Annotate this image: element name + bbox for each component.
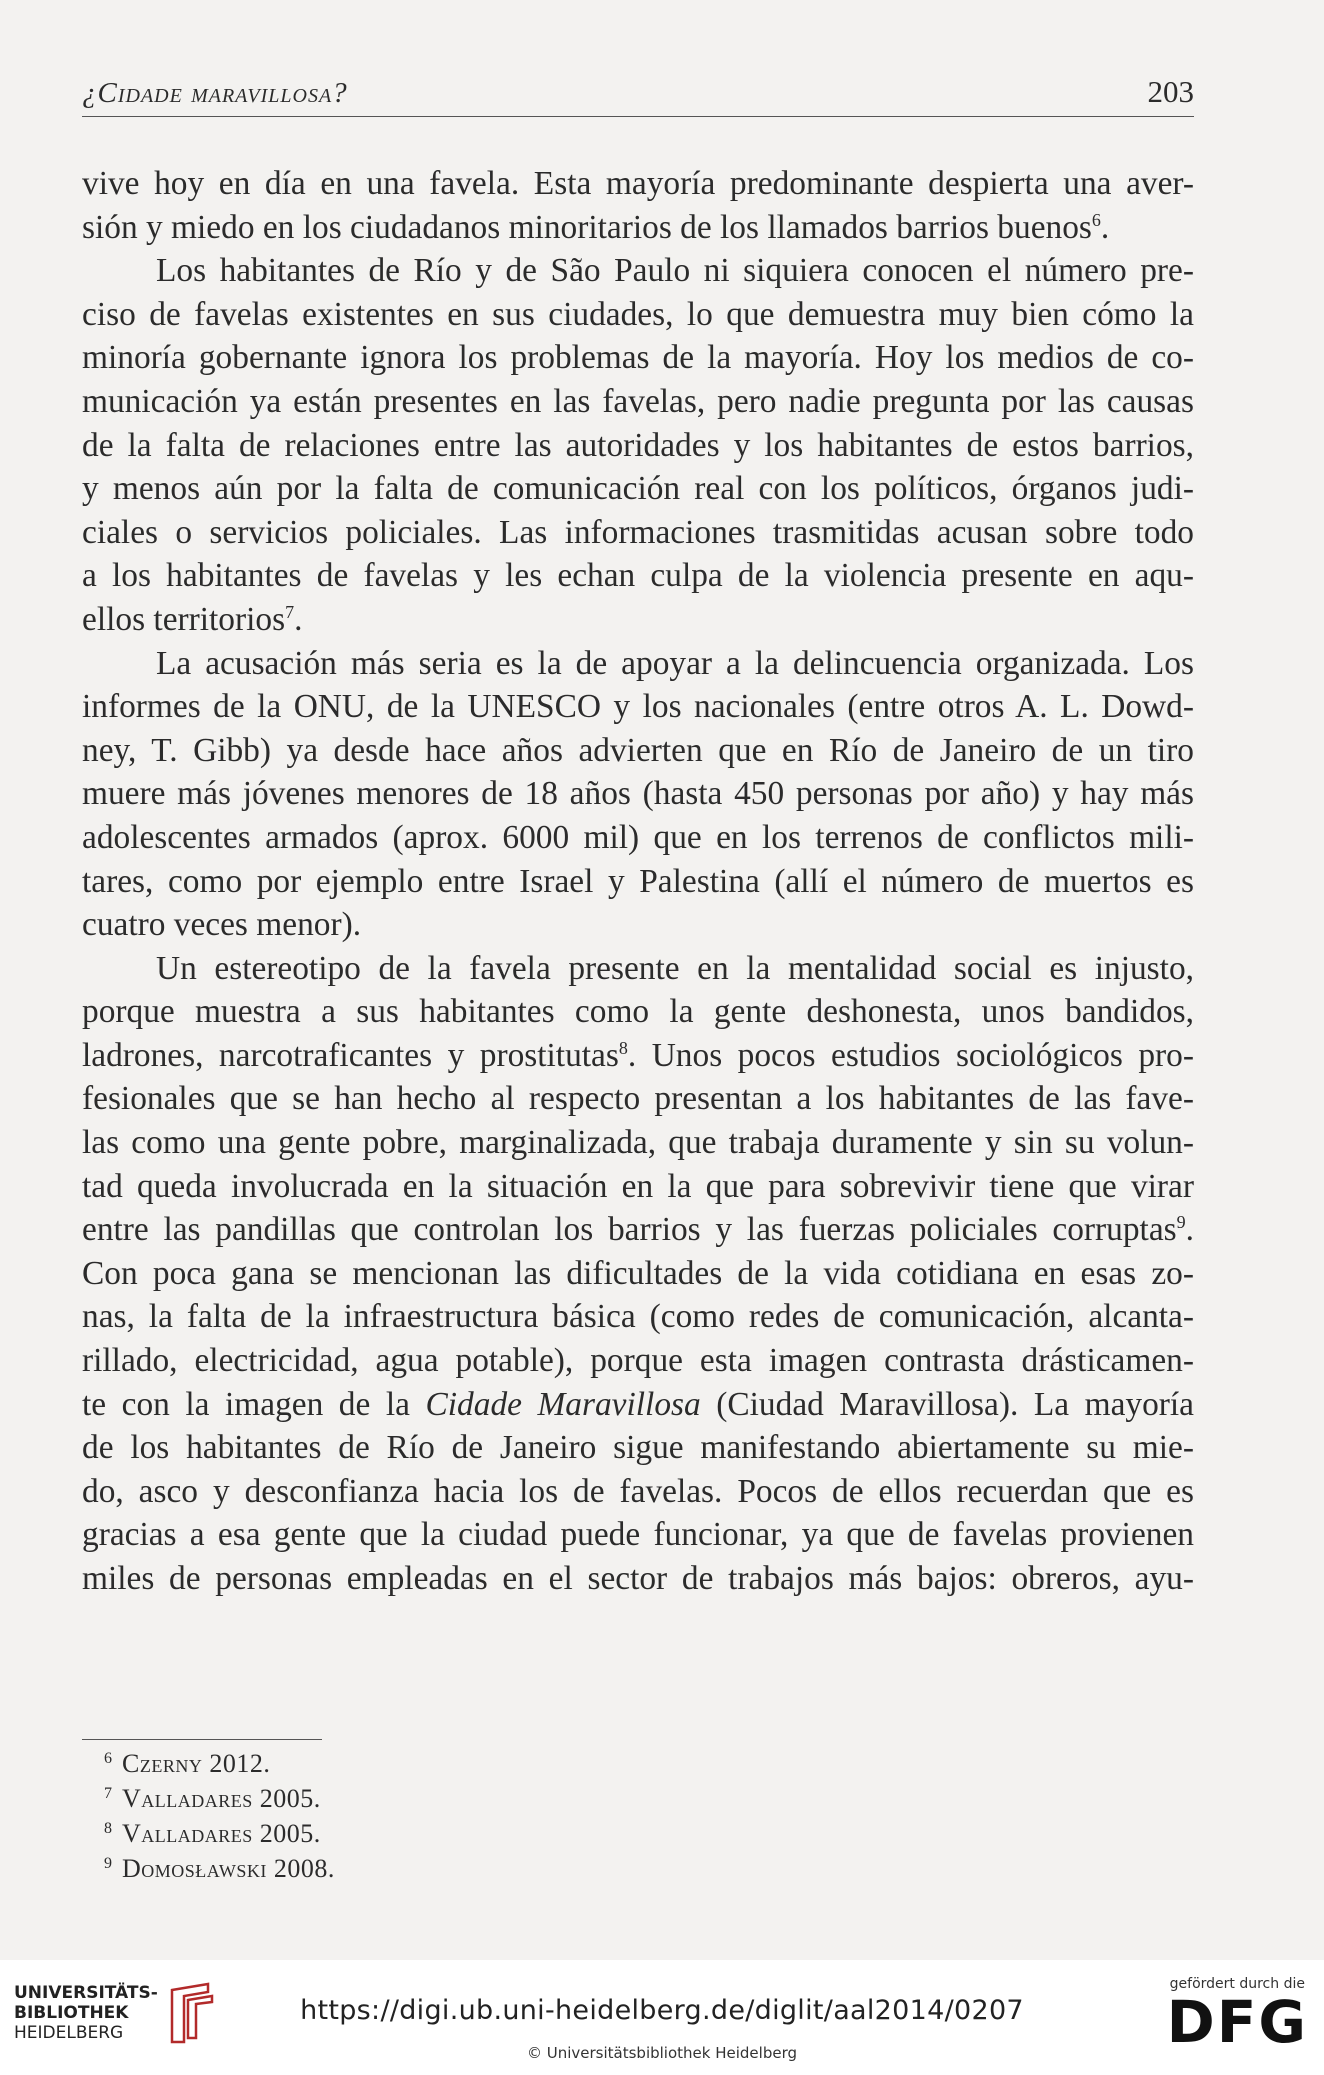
footnote-number: 6 xyxy=(104,1750,112,1767)
footnote-number: 7 xyxy=(104,1785,112,1802)
paragraph-1 xyxy=(82,162,1194,249)
text-line: rillado, electricidad, agua potable), porque esta imagen contrasta drásticamen- xyxy=(82,1342,1194,1380)
paragraph-2 xyxy=(82,249,1194,641)
text-line: fesionales que se han hecho al respecto presentan a los habitantes de las fave- xyxy=(82,1080,1194,1118)
text-line: vive hoy en día en una favela. Esta mayoría predominante despierta una aver- xyxy=(82,165,1194,202)
text-line: entre las pandillas que controlan los barrios y las fuerzas policiales corruptas$^9$. xyxy=(82,1211,1194,1249)
footer-bar xyxy=(0,1960,1324,2075)
text-line: minoría gobernante ignora los problemas de la mayoría. Hoy los medios de co- xyxy=(82,339,1194,377)
text-line: sión y miedo en los ciudadanos minoritarios de los llamados barrios buenos$^6$. xyxy=(82,208,1110,246)
paragraph-3 xyxy=(82,642,1194,947)
footnote xyxy=(82,1783,335,1818)
footnote-text: Domosławski 2008. xyxy=(122,1854,335,1883)
paragraph-4 xyxy=(82,947,1194,1601)
text-line: de los habitantes de Río de Janeiro sigue manifestando abiertamente su mie- xyxy=(82,1429,1194,1467)
running-title: ¿Cidade maravillosa? xyxy=(82,77,348,109)
text-line: miles de personas empleadas en el sector de trabajos más bajos: obreros, ayu- xyxy=(82,1560,1194,1597)
text-line: nas, la falta de la infraestructura básica (como redes de comunicación, alcanta- xyxy=(82,1298,1194,1336)
text-line: ellos territorios$^7$. xyxy=(82,600,303,638)
footnote-ref[interactable]: 8 xyxy=(618,1037,628,1058)
page-number: 203 xyxy=(1147,74,1194,109)
text-line: tad queda involucrada en la situación en la que para sobrevivir tiene que virar xyxy=(82,1167,1194,1205)
permalink-url[interactable]: https://digi.ub.uni-heidelberg.de/diglit/aal2014/0207 xyxy=(300,1995,1024,2026)
footnote-text: Czerny 2012. xyxy=(122,1749,271,1778)
footnote-text: Valladares 2005. xyxy=(122,1819,321,1848)
text-line: te con la imagen de la Cidade Maravillosa (Ciudad Maravillosa). La mayoría xyxy=(82,1385,1195,1423)
text-line: tares, como por ejemplo entre Israel y Palestina (allí el número de muertos es xyxy=(82,862,1194,900)
footnote-text: Valladares 2005. xyxy=(122,1784,321,1813)
running-head xyxy=(82,74,1194,117)
text-line: adolescentes armados (aprox. 6000 mil) que en los terrenos de conflictos mili- xyxy=(82,818,1194,856)
text-line: informes de la ONU, de la UNESCO y los nacionales (entre otros A. L. Dowd- xyxy=(82,688,1194,726)
italic-title: Cidade Maravillosa xyxy=(425,1385,701,1423)
text-line: y menos aún por la falta de comunicación real con los políticos, órganos judi- xyxy=(82,470,1194,508)
text-line: Con poca gana se mencionan las dificultades de la vida cotidiana en esas zo- xyxy=(82,1254,1194,1292)
text-line: cuatro veces menor). xyxy=(82,906,362,944)
footnote xyxy=(82,1748,335,1783)
text-line: ney, T. Gibb) ya desde hace años advierten que en Río de Janeiro de un tiro xyxy=(82,731,1194,769)
text-line: municación ya están presentes en las favelas, pero nadie pregunta por las causas xyxy=(82,382,1194,420)
footnote-ref[interactable]: 6 xyxy=(1091,209,1101,230)
footnote-divider xyxy=(82,1739,322,1740)
body-text xyxy=(82,162,1194,1601)
library-name: UNIVERSITÄTS- BIBLIOTHEK HEIDELBERG xyxy=(14,1983,158,2043)
footnote-ref[interactable]: 7 xyxy=(285,601,295,622)
text-line: ciso de favelas existentes en sus ciudades, lo que demuestra muy bien cómo la xyxy=(82,295,1194,333)
text-line: a los habitantes de favelas y les echan culpa de la violencia presente en aqu- xyxy=(82,557,1194,595)
text-line: do, asco y desconfianza hacia los de favelas. Pocos de ellos recuerdan que es xyxy=(82,1472,1194,1510)
text-line: La acusación más seria es la de apoyar a la delincuencia organizada. Los xyxy=(156,644,1194,682)
funding-note: gefördert durch die xyxy=(1169,1976,1305,1992)
text-line: Los habitantes de Río y de São Paulo ni siquiera conocen el número pre- xyxy=(156,252,1194,290)
text-line: muere más jóvenes menores de 18 años (hasta 450 personas por año) y hay más xyxy=(82,775,1194,813)
footnote xyxy=(82,1818,335,1853)
text-line: Un estereotipo de la favela presente en la mentalidad social es injusto, xyxy=(156,949,1194,987)
footnote-number: 9 xyxy=(104,1855,112,1872)
footnote xyxy=(82,1853,335,1888)
copyright: © Universitätsbibliothek Heidelberg xyxy=(526,2044,797,2062)
text-line: gracias a esa gente que la ciudad puede funcionar, ya que de favelas provienen xyxy=(82,1516,1194,1554)
text-line: ciales o servicios policiales. Las informaciones trasmitidas acusan sobre todo xyxy=(82,513,1194,551)
dfg-logo: DFG xyxy=(1166,1988,1308,2056)
footnotes xyxy=(82,1748,335,1888)
footnote-number: 8 xyxy=(104,1820,112,1837)
funder-logo[interactable] xyxy=(1166,1976,1308,2056)
text-line: porque muestra a sus habitantes como la gente deshonesta, unos bandidos, xyxy=(82,993,1194,1031)
text-line: ladrones, narcotraficantes y prostitutas$^8$. Unos pocos estudios sociológicos pro- xyxy=(82,1036,1194,1074)
footnote-ref[interactable]: 9 xyxy=(1176,1212,1186,1233)
text-line: las como una gente pobre, marginalizada, que trabaja duramente y sin su volun- xyxy=(82,1124,1194,1162)
text-line: de la falta de relaciones entre las autoridades y los habitantes de estos barrios, xyxy=(82,426,1194,464)
